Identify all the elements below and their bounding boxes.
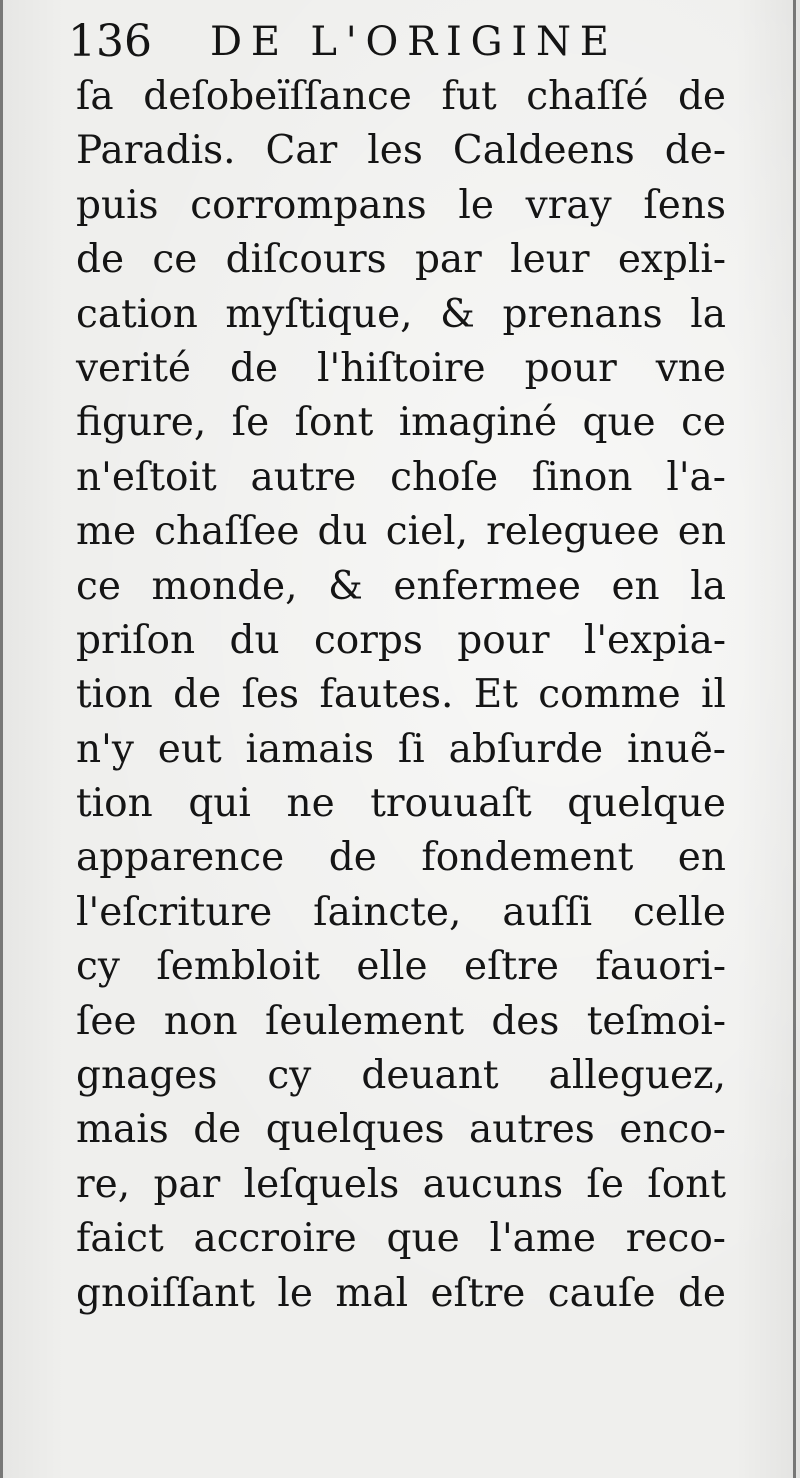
- page-number: 136: [68, 16, 152, 67]
- text-line: re, par leſquels aucuns ſe ſont: [76, 1161, 726, 1207]
- text-line: ce monde, & enfermee en la: [76, 563, 726, 609]
- text-line: figure, ſe ſont imaginé que ce: [76, 400, 726, 446]
- text-line: puis corrompans le vray ſens: [76, 182, 726, 228]
- text-line: ſa deſobeïſſance fut chaſſé de: [76, 74, 726, 119]
- text-line: cation myſtique, & prenans la: [76, 291, 726, 337]
- text-line: l'eſcriture ſaincte, auſſi celle: [76, 889, 726, 935]
- text-line: priſon du corps pour l'expia-: [76, 617, 726, 663]
- text-line: apparence de fondement en: [76, 835, 726, 881]
- text-line: gnoiſſant le mal eſtre cauſe de: [76, 1270, 726, 1316]
- text-line: n'eſtoit autre choſe ſinon l'a-: [76, 454, 726, 500]
- text-line: cy ſembloit elle eſtre fauori-: [76, 944, 726, 990]
- text-line: de ce diſcours par leur expli-: [76, 237, 726, 283]
- text-line: n'y eut iamais ſi abſurde inuẽ-: [76, 726, 726, 772]
- text-line: ſee non ſeulement des teſmoi-: [76, 998, 726, 1044]
- text-line: faict accroire que l'ame reco-: [76, 1216, 726, 1262]
- running-title: DE L'ORIGINE: [210, 19, 618, 65]
- text-line: tion de ſes fautes. Et comme il: [76, 672, 726, 718]
- text-line: Paradis. Car les Caldeens de-: [76, 128, 726, 174]
- running-head: [68, 14, 748, 70]
- text-line: me chaſſee du ciel, releguee en: [76, 509, 726, 555]
- page-edge-shadow: [0, 0, 3, 1478]
- text-line: mais de quelques autres enco-: [76, 1107, 726, 1153]
- text-line: verité de l'hiſtoire pour vne: [76, 345, 726, 391]
- text-line: gnages cy deuant alleguez,: [76, 1053, 726, 1099]
- page-edge-shadow: [793, 0, 796, 1478]
- body-text: [76, 70, 726, 1321]
- text-line: tion qui ne trouuaſt quelque: [76, 781, 726, 827]
